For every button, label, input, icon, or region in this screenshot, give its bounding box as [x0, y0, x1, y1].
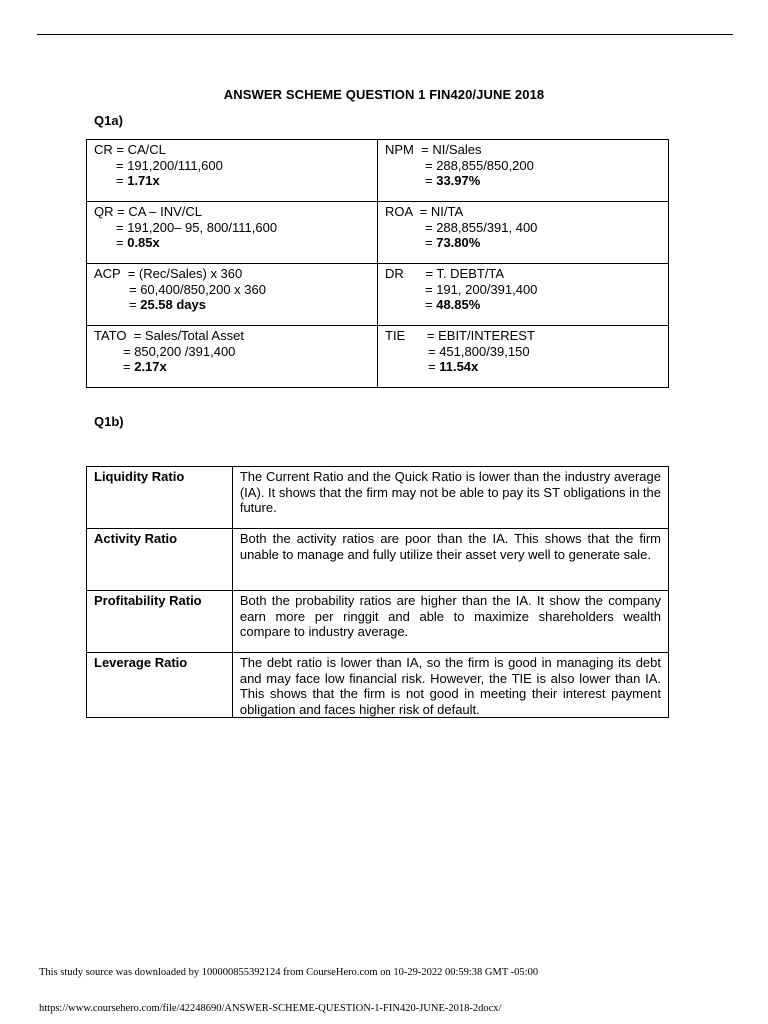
top-divider: [37, 34, 733, 35]
ratio-formula: NPM = NI/Sales: [385, 142, 482, 157]
ratio-cell-tato: [87, 326, 378, 388]
analysis-text: The Current Ratio and the Quick Ratio is lower than the industry average (IA). It shows that the firm may not be able to pay its ST obligations in the future.: [232, 467, 668, 529]
ratio-row: [87, 140, 669, 202]
ratio-cell-tie: [378, 326, 669, 388]
ratio-calculation-table: [86, 139, 669, 388]
analysis-row-liquidity: [87, 467, 669, 529]
analysis-label: Activity Ratio: [87, 529, 233, 591]
ratio-formula: ROA = NI/TA: [385, 204, 464, 219]
ratio-cell-dr: [378, 264, 669, 326]
ratio-substitution: = 288,855/391, 400: [425, 219, 538, 235]
analysis-text: Both the activity ratios are poor than the IA. This shows that the firm unable to manage and fully utilize their asset very well to generate sale.: [232, 529, 668, 591]
ratio-formula: ACP = (Rec/Sales) x 360: [94, 266, 243, 281]
ratio-result: = 1.71x: [116, 173, 160, 188]
ratio-cell-qr: [87, 202, 378, 264]
ratio-result: = 2.17x: [123, 359, 167, 374]
analysis-row-activity: [87, 529, 669, 591]
ratio-result: = 0.85x: [116, 235, 160, 250]
section-label-q1b: Q1b): [94, 414, 124, 429]
analysis-label: Profitability Ratio: [87, 591, 233, 653]
analysis-row-leverage: [87, 653, 669, 718]
ratio-substitution: = 191,200– 95, 800/111,600: [116, 219, 278, 235]
ratio-row: [87, 264, 669, 326]
ratio-analysis-table: [86, 466, 669, 718]
ratio-result: = 73.80%: [425, 235, 481, 250]
ratio-formula: CR = CA/CL: [94, 142, 166, 157]
ratio-substitution: = 60,400/850,200 x 360: [129, 281, 266, 297]
ratio-substitution: = 191, 200/391,400: [425, 281, 538, 297]
ratio-substitution: = 451,800/39,150: [428, 343, 530, 359]
ratio-cell-npm: [378, 140, 669, 202]
analysis-row-profitability: [87, 591, 669, 653]
ratio-cell-roa: [378, 202, 669, 264]
analysis-label: Leverage Ratio: [87, 653, 233, 718]
ratio-cell-cr: [87, 140, 378, 202]
ratio-result: = 48.85%: [425, 297, 481, 312]
ratio-formula: DR = T. DEBT/TA: [385, 266, 505, 281]
ratio-row: [87, 326, 669, 388]
analysis-text: Both the probability ratios are higher than the IA. It show the company earn more per ringgit and able to maximize shareholders wealth compare to industry average.: [232, 591, 668, 653]
ratio-result: = 25.58 days: [129, 297, 206, 312]
ratio-result: = 11.54x: [428, 359, 479, 374]
ratio-formula: QR = CA – INV/CL: [94, 204, 203, 219]
source-url-link[interactable]: https://www.coursehero.com/file/42248690/ANSWER-SCHEME-QUESTION-1-FIN420-JUNE-2018-2docx/: [39, 1003, 502, 1014]
ratio-formula: TIE = EBIT/INTEREST: [385, 328, 535, 343]
analysis-label: Liquidity Ratio: [87, 467, 233, 529]
ratio-formula: TATO = Sales/Total Asset: [94, 328, 244, 343]
ratio-result: = 33.97%: [425, 173, 481, 188]
download-note: This study source was downloaded by 100000855392124 from CourseHero.com on 10-29-2022 00:59:38 GMT -05:00: [39, 967, 539, 978]
analysis-text: The debt ratio is lower than IA, so the firm is good in managing its debt and may face low financial risk. However, the TIE is also lower than IA. This shows that the firm is not good in meeting their interest payment obligation and faces higher risk of default.: [232, 653, 668, 718]
ratio-substitution: = 850,200 /391,400: [123, 343, 236, 359]
ratio-cell-acp: [87, 264, 378, 326]
ratio-row: [87, 202, 669, 264]
section-label-q1a: Q1a): [94, 113, 123, 128]
ratio-substitution: = 191,200/111,600: [116, 157, 223, 173]
page-title: ANSWER SCHEME QUESTION 1 FIN420/JUNE 2018: [223, 87, 545, 102]
ratio-substitution: = 288,855/850,200: [425, 157, 534, 173]
